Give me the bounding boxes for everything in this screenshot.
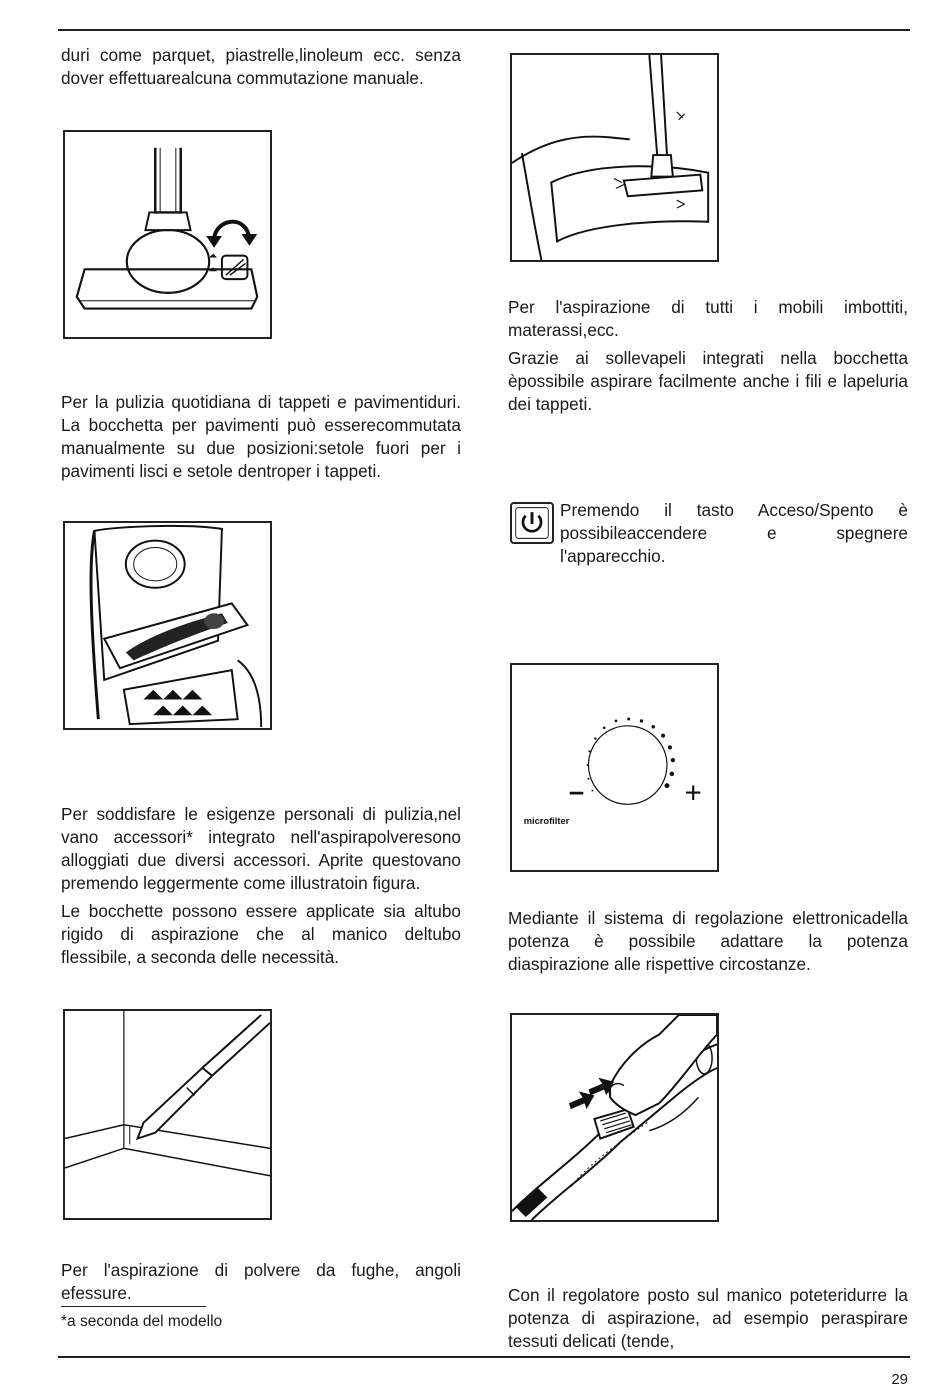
paragraph-floor-types <box>61 44 461 95</box>
text-attach-nozzles: Le bocchette possono essere applicate sia altubo rigido di aspirazione che al manico deltubo flessibile, a seconda delle necessità. <box>61 901 461 967</box>
floor-nozzle-illustration <box>65 132 270 337</box>
dial-plus-label: + <box>684 776 702 810</box>
paragraph-power <box>560 499 908 573</box>
text-regulation: Mediante il sistema di regolazione elettronicadella potenza è possibile adattare la potenza diaspirazione alle rispettive circostanze. <box>508 908 908 974</box>
paragraph-crevice <box>61 1259 461 1310</box>
crevice-tool-illustration <box>65 1011 270 1218</box>
figure-handle-regulator <box>510 1013 719 1222</box>
accessory-compartment-illustration <box>65 523 270 728</box>
figure-accessory-compartment <box>63 521 272 730</box>
upholstery-nozzle-illustration <box>512 55 717 260</box>
paragraph-accessories <box>61 803 461 974</box>
page-number: 29 <box>891 1371 908 1388</box>
footnote: *a seconda del modello <box>61 1313 223 1330</box>
paragraph-nozzle-switch <box>61 391 461 488</box>
text-power: Premendo il tasto Acceso/Spento è possibileaccendere e spegnere l'apparecchio. <box>560 500 908 566</box>
text-floor-types: duri come parquet, piastrelle,linoleum ecc. senza dover effettuarealcuna commutazione manuale. <box>61 45 461 88</box>
paragraph-upholstery <box>508 296 908 421</box>
text-upholstery-2: Grazie ai sollevapeli integrati nella bocchetta èpossibile aspirare facilmente anche i fili e lapeluria dei tappeti. <box>508 348 908 414</box>
text-crevice: Per l'aspirazione di polvere da fughe, angoli efessure. <box>61 1260 461 1303</box>
text-accessories: Per soddisfare le esigenze personali di pulizia,nel vano accessori* integrato nell'aspirapolveresono alloggiati due diversi accessori. Aprite questovano premendo leggermente come illustratoin figura. <box>61 804 461 893</box>
figure-upholstery-nozzle <box>510 53 719 262</box>
figure-floor-nozzle <box>63 130 272 339</box>
power-dial-illustration <box>512 665 717 870</box>
paragraph-regulation <box>508 907 908 981</box>
dial-minus-label: – <box>568 775 585 807</box>
brand-label: microfilter <box>523 815 570 826</box>
paragraph-handle-regulator <box>508 1284 908 1358</box>
footnote-rule <box>61 1306 206 1307</box>
figure-crevice-tool <box>63 1009 272 1220</box>
handle-regulator-illustration <box>512 1015 717 1220</box>
text-nozzle-switch: Per la pulizia quotidiana di tappeti e pavimentiduri. La bocchetta per pavimenti può esserecommutata manualmente su due posizioni:setole fuori per i pavimenti lisci e setole dentroper i tappeti. <box>61 392 461 481</box>
figure-power-dial <box>510 663 719 872</box>
text-handle-regulator: Con il regolatore posto sul manico poteteridurre la potenza di aspirazione, ad esempio peraspirare tessuti delicati (tende, <box>508 1285 908 1351</box>
top-rule <box>58 29 910 31</box>
power-button-icon <box>510 502 554 544</box>
text-upholstery-1: Per l'aspirazione di tutti i mobili imbottiti, materassi,ecc. <box>508 297 908 340</box>
